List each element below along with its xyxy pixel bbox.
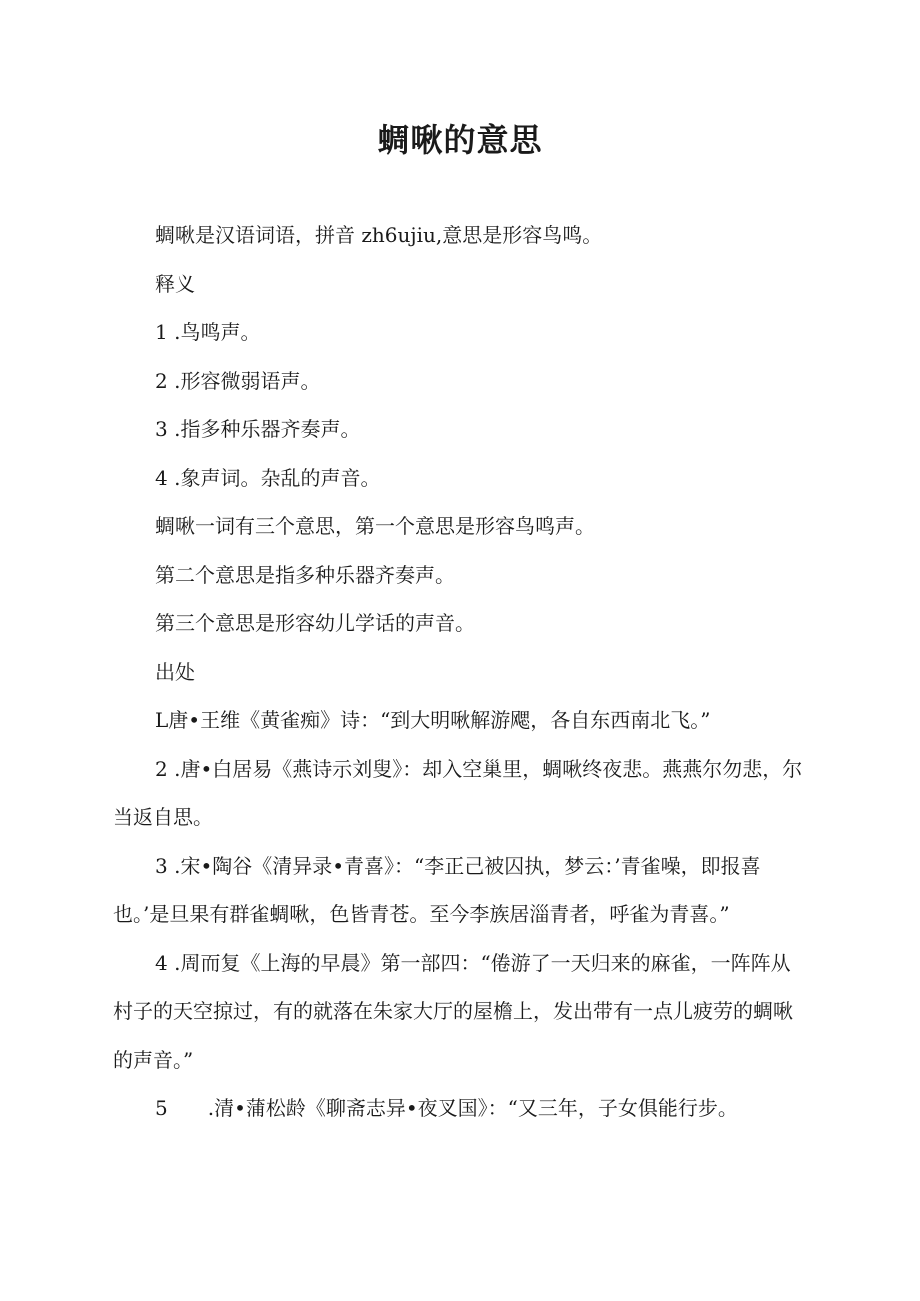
definition-item-1: 1 .鸟鸣声。 [155, 320, 261, 344]
source-item-2: 2 .唐•白居易《燕诗示刘叟》：却入空巢里，蜩啾终夜悲。燕燕尔勿悲，尔当返自思。 [113, 756, 803, 829]
page-title: 蜩啾的意思 [377, 121, 543, 159]
definition-item-2: 2 .形容微弱语声。 [155, 368, 321, 393]
summary-paragraph-3: 第三个意思是形容幼儿学话的声音。 [155, 611, 475, 635]
source-item-4: 4 .周而复《上海的早晨》第一部四：“倦游了一天归来的麻雀，一阵阵从村子的天空掠过，有的就落在朱家大厅的屋檐上，发出带有一点儿疲劳的蜩啾的声音。” [113, 950, 793, 1072]
summary-paragraph-2: 第二个意思是指多种乐器齐奏声。 [155, 562, 455, 587]
source-item-5: 5 .清•蒲松龄《聊斋志异•夜叉国》：“又三年，子女俱能行步。 [155, 1096, 738, 1120]
section-heading-definition: 释义 [155, 271, 195, 296]
source-item-3: 3 .宋•陶谷《清异录•青喜》：“李正己被囚执，梦云：’青雀噪，即报喜也。’是旦果有群雀蜩啾，色皆青苍。至今李族居淄青者，呼雀为青喜。” [113, 853, 761, 926]
summary-paragraph-1: 蜩啾一词有三个意思，第一个意思是形容鸟鸣声。 [155, 514, 595, 538]
section-heading-source: 出处 [155, 659, 195, 684]
definition-item-3: 3 .指多种乐器齐奏声。 [155, 417, 361, 441]
intro-paragraph: 蜩啾是汉语词语，拼音 zh6ujiu,意思是形容鸟鸣。 [155, 223, 603, 247]
document-body [113, 211, 807, 1133]
definition-item-4: 4 .象声词。杂乱的声音。 [155, 465, 381, 490]
source-item-1: L唐•王维《黄雀痴》诗：“到大明啾解游飔，各自东西南北飞。” [155, 708, 711, 732]
